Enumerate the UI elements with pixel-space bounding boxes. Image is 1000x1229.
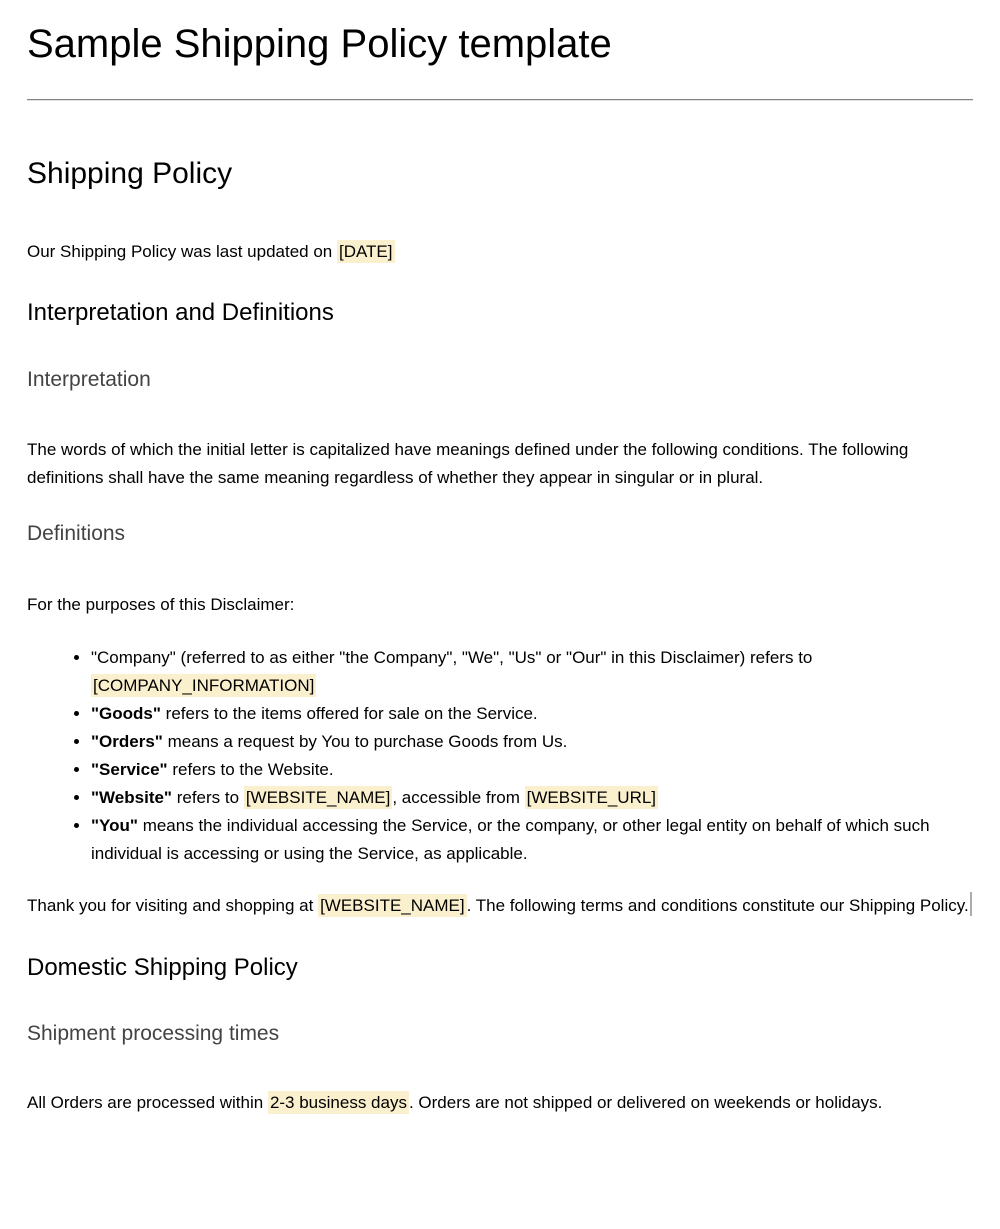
- goods-definition-text: refers to the items offered for sale on the Service.: [160, 704, 538, 723]
- heading-shipment-processing-times: Shipment processing times: [27, 1022, 280, 1045]
- company-information-placeholder: [COMPANY_INFORMATION]: [93, 676, 315, 695]
- heading-interpretation: Interpretation: [27, 368, 151, 391]
- document-page[interactable]: [0, 20, 1000, 1144]
- date-placeholder: [DATE]: [338, 242, 393, 261]
- list-item-you: [91, 812, 973, 868]
- you-definition-text: means the individual accessing the Service, or the company, or other legal entity on behalf of which such individual is accessing or using the Service, as applicable.: [91, 816, 930, 863]
- thanks-text: Thank you for visiting and shopping at: [27, 896, 319, 915]
- paragraph-processing-times: [27, 1089, 973, 1117]
- heading-definitions: Definitions: [27, 522, 126, 545]
- text-caret: [970, 892, 972, 916]
- orders-term: "Orders": [91, 732, 163, 751]
- list-item-website: [91, 784, 973, 812]
- paragraph-thanks: [27, 892, 973, 920]
- website-url-placeholder: [WEBSITE_URL]: [526, 788, 657, 807]
- definitions-list: [27, 644, 973, 868]
- website-definition-text-2: , accessible from: [392, 788, 525, 807]
- website-name-placeholder-thanks: [WEBSITE_NAME]: [320, 896, 465, 915]
- heading-interpretation-and-definitions: Interpretation and Definitions: [27, 299, 334, 326]
- list-item-goods: [91, 700, 973, 728]
- paragraph-last-updated: [27, 238, 973, 266]
- processing-days-placeholder: 2-3 business days: [269, 1093, 407, 1112]
- service-term: "Service": [91, 760, 168, 779]
- heading-shipping-policy: Shipping Policy: [27, 157, 233, 190]
- paragraph-interpretation: The words of which the initial letter is capitalized have meanings defined under the following conditions. The following definitions shall have the same meaning regardless of whether they appear in singular or in plural.: [27, 440, 909, 487]
- website-name-placeholder: [WEBSITE_NAME]: [245, 788, 391, 807]
- page-title: Sample Shipping Policy template: [27, 22, 612, 66]
- website-term: "Website": [91, 788, 172, 807]
- heading-domestic-shipping-policy: Domestic Shipping Policy: [27, 954, 298, 981]
- you-term: "You": [91, 816, 138, 835]
- company-definition-text: "Company" (referred to as either "the Company", "We", "Us" or "Our" in this Disclaimer) refers to: [91, 648, 813, 667]
- title-divider: [27, 99, 973, 101]
- last-updated-text: Our Shipping Policy was last updated on: [27, 242, 337, 261]
- orders-definition-text: means a request by You to purchase Goods from Us.: [162, 732, 568, 751]
- website-definition-text: refers to: [172, 788, 244, 807]
- service-definition-text: refers to the Website.: [167, 760, 334, 779]
- processing-times-text-2: . Orders are not shipped or delivered on weekends or holidays.: [408, 1093, 883, 1112]
- thanks-text-2: . The following terms and conditions constitute our Shipping Policy.: [466, 896, 969, 915]
- goods-term: "Goods": [91, 704, 161, 723]
- processing-times-text: All Orders are processed within: [27, 1093, 268, 1112]
- paragraph-definitions-lead: For the purposes of this Disclaimer:: [27, 595, 295, 614]
- list-item-company: [91, 644, 973, 700]
- list-item-service: [91, 756, 973, 784]
- list-item-orders: [91, 728, 973, 756]
